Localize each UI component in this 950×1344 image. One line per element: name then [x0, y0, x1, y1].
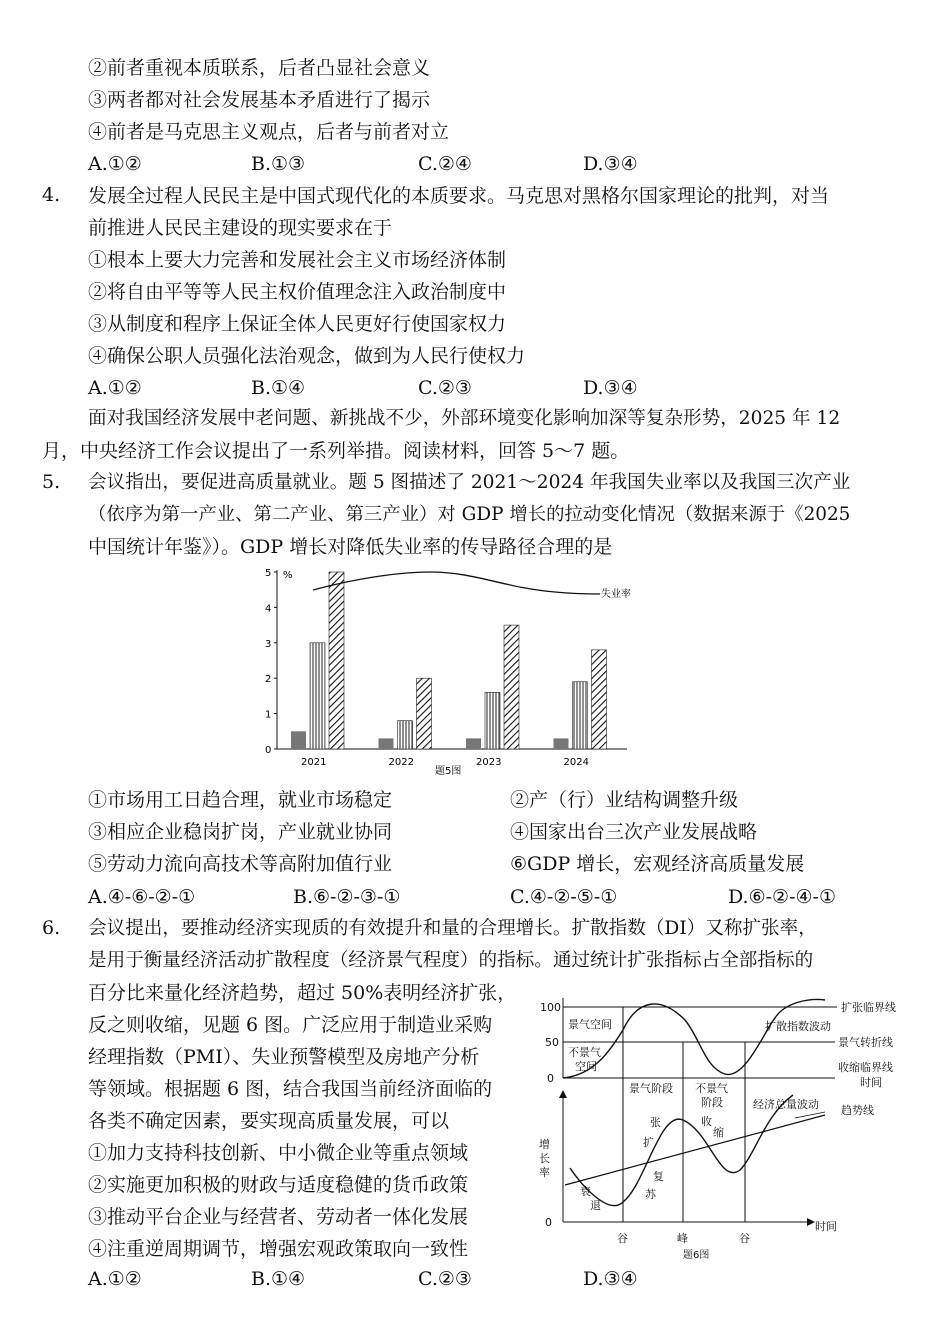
q6-option-c: C.②③ [418, 1268, 472, 1290]
growth-label-2: 长 [539, 1152, 550, 1165]
time-label-top: 时间 [860, 1076, 882, 1089]
y-axis-unit: % [283, 570, 293, 581]
x-tick-label: 2023 [476, 757, 502, 768]
recess-char-1: 衰 [580, 1185, 591, 1198]
x-tick-label: 2022 [388, 757, 414, 768]
y-tick-label: 0 [265, 745, 272, 756]
bar-2022-series-1 [379, 738, 394, 749]
diffusion-index-wave [563, 1000, 825, 1078]
q4-option-b: B.①④ [251, 377, 306, 399]
q5-option-b: B.⑥-②-③-① [293, 886, 401, 908]
q4-number: 4. [42, 184, 61, 206]
contraction-threshold-label: 收缩临界线 [838, 1061, 893, 1074]
q6-stem-6: 等领域。根据题 6 图，结合我国当前经济面临的 [88, 1078, 493, 1100]
q5-item-3: ③相应企业稳岗扩岗，产业就业协同 [88, 821, 393, 843]
q3-option-a: A.①② [88, 153, 142, 175]
shrink-char-1: 收 [701, 1115, 712, 1128]
q6-item-1: ①加力支持科技创新、中小微企业等重点领域 [88, 1142, 469, 1164]
bottom-x-arrow [807, 1218, 815, 1226]
q5-stem-1: 会议指出，要促进高质量就业。题 5 图描述了 2021～2024 年我国失业率以及我国三次产业 [88, 472, 851, 493]
di-wave-label: 扩散指数波动 [765, 1020, 831, 1033]
figure-5-chart [255, 562, 655, 780]
recess-char-2: 退 [590, 1199, 601, 1212]
growth-label-1: 增 [539, 1138, 550, 1151]
q4-stem-1: 发展全过程人民民主是中国式现代化的本质要求。马克思对黑格尔国家理论的批判，对当 [88, 185, 830, 207]
q5-item-5: ⑤劳动力流向高技术等高附加值行业 [88, 853, 393, 875]
q5-stem-3: 中国统计年鉴》）。GDP 增长对降低失业率的传导路径合理的是 [88, 536, 613, 558]
total-wave-label: 经济总量波动 [753, 1098, 819, 1111]
q6-option-d: D.③④ [583, 1268, 638, 1290]
q6-option-b: B.①④ [251, 1268, 306, 1290]
q3-item-2: ②前者重视本质联系，后者凸显社会意义 [88, 57, 431, 79]
y-tick-label: 3 [265, 638, 272, 650]
y-label-50: 50 [545, 1036, 559, 1049]
nonboom-space-label-2: 空间 [575, 1060, 597, 1073]
peak-label: 峰 [677, 1232, 688, 1245]
q5-stem-2: （依序为第一产业、第二产业、第三产业）对 GDP 增长的拉动变化情况（数据来源于《2025 [88, 504, 851, 525]
bar-2021-series-2 [310, 643, 325, 749]
bar-2024-series-2 [573, 682, 588, 749]
trend-leader [795, 1112, 825, 1118]
q6-item-4: ④注重逆周期调节，增强宏观政策取向一致性 [88, 1238, 469, 1260]
bar-2021-series-1 [291, 731, 306, 749]
unemployment-rate-label: 失业率 [601, 589, 631, 600]
q4-item-4: ④确保公职人员强化法治观念，做到为人民行使权力 [88, 345, 526, 367]
q5-option-c: C.④-②-⑤-① [510, 886, 618, 908]
q3-option-c: C.②④ [418, 153, 472, 175]
y-tick-label: 2 [265, 674, 272, 686]
nonboom-space-label-1: 不景气 [568, 1046, 601, 1059]
time-label-bottom: 时间 [815, 1220, 837, 1233]
bar-2023-series-2 [485, 692, 500, 749]
expand-char-1: 张 [650, 1116, 661, 1129]
bar-2024-series-3 [592, 650, 607, 749]
q3-option-d: D.③④ [583, 153, 638, 175]
unemployment-rate-line [313, 572, 600, 594]
q6-stem-5: 经理指数（PMI）、失业预警模型及房地产分析 [88, 1046, 480, 1068]
expansion-threshold-label: 扩张临界线 [841, 1001, 896, 1014]
q6-item-2: ②实施更加积极的财政与适度稳健的货币政策 [88, 1174, 469, 1196]
q5-item-1: ①市场用工日趋合理，就业市场稳定 [88, 789, 393, 811]
q4-item-1: ①根本上要大力完善和发展社会主义市场经济体制 [88, 249, 507, 271]
trough-label-1: 谷 [617, 1232, 628, 1245]
bar-2023-series-3 [504, 625, 519, 749]
x-tick-label: 2024 [563, 757, 589, 768]
recover-char-2: 苏 [645, 1188, 656, 1201]
intro-line-1: 面对我国经济发展中老问题、新挑战不少，外部环境变化影响加深等复杂形势，2025 年 12 [88, 408, 841, 429]
nonboom-stage-label-1: 不景气 [695, 1082, 728, 1095]
q3-item-3: ③两者都对社会发展基本矛盾进行了揭示 [88, 89, 431, 111]
bar-2024-series-1 [554, 738, 569, 749]
expand-char-2: 扩 [643, 1136, 654, 1149]
bottom-y-arrow [559, 1090, 567, 1098]
boom-stage-label: 景气阶段 [629, 1082, 673, 1095]
q5-number: 5. [42, 471, 61, 493]
q4-option-a: A.①② [88, 377, 142, 399]
trend-line [565, 1115, 825, 1185]
q6-stem-7: 各类不确定因素，要实现高质量发展，可以 [88, 1110, 450, 1132]
q6-option-a: A.①② [88, 1268, 142, 1290]
growth-label-3: 率 [539, 1166, 550, 1179]
q6-item-3: ③推动平台企业与经营者、劳动者一体化发展 [88, 1206, 469, 1228]
y-label-0-top: 0 [547, 1072, 554, 1085]
turning-line-label: 景气转折线 [838, 1036, 893, 1049]
nonboom-stage-label-2: 阶段 [701, 1096, 723, 1109]
q4-option-c: C.②③ [418, 377, 472, 399]
x-tick-label: 2021 [301, 757, 327, 768]
total-output-wave [570, 1095, 793, 1206]
y-label-0-bottom: 0 [545, 1216, 552, 1229]
trough-label-2: 谷 [739, 1232, 750, 1245]
q5-option-a: A.④-⑥-②-① [88, 886, 196, 908]
q6-number: 6. [42, 917, 61, 939]
shrink-char-2: 缩 [713, 1126, 724, 1139]
figure-6-caption: 题6图 [683, 1250, 710, 1260]
bar-2022-series-2 [398, 721, 413, 749]
q5-item-2: ②产（行）业结构调整升级 [510, 789, 739, 811]
y-tick-label: 5 [265, 568, 272, 579]
q5-item-4: ④国家出台三次产业发展战略 [510, 821, 758, 843]
recover-char-1: 复 [653, 1170, 664, 1183]
chart-title: 题5图 [435, 766, 462, 777]
bar-2021-series-3 [329, 572, 344, 749]
y-tick-label: 4 [265, 603, 272, 615]
bar-2022-series-3 [417, 678, 432, 749]
trend-label: 趋势线 [841, 1104, 874, 1117]
q4-item-2: ②将自由平等等人民主权价值理念注入政治制度中 [88, 281, 507, 303]
q6-stem-2: 是用于衡量经济活动扩散程度（经济景气程度）的指标。通过统计扩张指标占全部指标的 [88, 950, 814, 971]
q4-stem-2: 前推进人民民主建设的现实要求在于 [88, 217, 393, 239]
q6-stem-3: 百分比来量化经济趋势，超过 50%表明经济扩张， [88, 982, 517, 1004]
figure-6-diagram [525, 990, 950, 1260]
q5-item-6: ⑥GDP 增长，宏观经济高质量发展 [510, 853, 805, 875]
y-label-100: 100 [540, 1001, 561, 1014]
q4-item-3: ③从制度和程序上保证全体人民更好行使国家权力 [88, 313, 507, 335]
q3-option-b: B.①③ [251, 153, 306, 175]
q4-option-d: D.③④ [583, 377, 638, 399]
q6-stem-1: 会议提出，要推动经济实现质的有效提升和量的合理增长。扩散指数（DI）又称扩张率， [88, 918, 817, 939]
q3-item-4: ④前者是马克思主义观点，后者与前者对立 [88, 121, 450, 143]
boom-space-label: 景气空间 [568, 1018, 612, 1031]
y-tick-label: 1 [265, 709, 272, 721]
q5-option-d: D.⑥-②-④-① [728, 886, 836, 908]
q6-stem-4: 反之则收缩，见题 6 图。广泛应用于制造业采购 [88, 1014, 493, 1036]
intro-line-2: 月，中央经济工作会议提出了一系列举措。阅读材料，回答 5～7 题。 [42, 440, 630, 462]
bar-2023-series-1 [466, 738, 481, 749]
